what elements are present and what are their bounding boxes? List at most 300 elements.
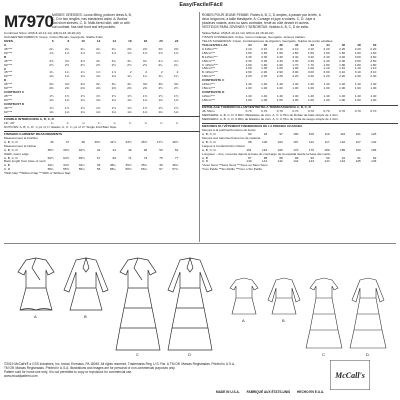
row-label: 60"*** [4, 75, 13, 79]
table-cell: 35 [96, 164, 101, 168]
table-cell: 2⅜ [111, 87, 116, 91]
table-cell: 1⅛ [49, 75, 54, 79]
table-cell: 1.80 [370, 63, 377, 67]
fabrics-es: TELAS SUGERIDAS: Crepé, Combinaciones de Algodón, Georgette, Tejidos de punto estables. [202, 39, 334, 43]
table-cell: 1.00 [307, 67, 314, 71]
nap-note: *With Nap **Without Nap ***With or Without Nap [4, 172, 71, 176]
table-cell: 91 [357, 156, 361, 160]
table-cell: 3¼ [111, 83, 116, 87]
table-cell: 3⅛ [64, 83, 70, 87]
row-label: A, B, C, D [4, 140, 18, 144]
size-heading: 48 [357, 43, 361, 47]
row-label: 45"*** [4, 83, 13, 87]
table-cell: 1⅛ [64, 110, 70, 114]
table-cell: 1¼ [174, 75, 179, 79]
table-cell: 41½ [109, 140, 116, 144]
table-cell: 1⅛ [96, 110, 101, 114]
table-cell: 1⅛ [111, 99, 116, 103]
table-cell: 88 [263, 156, 268, 160]
table-cell: 166 [277, 148, 283, 152]
table-row [4, 64, 200, 68]
entoilage-heading: ENTOILAGE THERMOCOLLANT/ENTRETELA TERMOADHESIVA A, B, C, D [202, 105, 398, 110]
footer-legal [4, 362, 304, 378]
table-cell: 1.40 [339, 95, 346, 99]
table-cell: 1.40 [370, 95, 377, 99]
description-line: and short sleeves, C, D: Multi-tiered skirt, with or with [52, 21, 130, 26]
commercial-use-line: Pattern sold for home use only; it is not permitted to copy or reproduce for commercial use. [4, 370, 133, 374]
view-c-front-drawing [116, 258, 160, 350]
table-cell: 2.90 [276, 71, 283, 75]
table-cell: 2.20 [307, 75, 314, 79]
table-cell: 89 [294, 156, 299, 160]
bust-label: Measurement at bustline [4, 136, 38, 140]
table-cell: 1⅛ [80, 110, 85, 114]
size-heading: 38 [279, 43, 283, 47]
fabrique-aux-etats-unis: FABRIQUÉ AUX ÉTATS-UNIS [246, 390, 291, 394]
table-cell: 1.70 [307, 63, 314, 67]
row-values [38, 99, 178, 103]
sizes-label: SIZES [4, 39, 13, 43]
table-cell: 2.30 [245, 59, 252, 63]
table-cell: 1.50 [292, 51, 299, 55]
table-cell: 2.20 [339, 75, 346, 79]
table-cell: 1.80 [323, 63, 330, 67]
row-label: 150cm*** [202, 75, 215, 79]
size-heading-row [4, 40, 200, 44]
mccalls-logo [330, 360, 370, 390]
back-length-label: Back length from base of neck [4, 160, 46, 164]
table-cell: 1.60 [261, 63, 268, 67]
row-label: C, D [202, 160, 209, 164]
table-cell: 1.40 [276, 83, 283, 87]
row-label: A, B [202, 156, 208, 160]
view-b-rows [202, 56, 398, 64]
table-cell: 1.00 [370, 99, 377, 103]
width-label: Largeur à l'ourlet/Ancho inferior [202, 144, 246, 148]
table-cell: 2½ [96, 63, 101, 67]
table-cell: 2½ [64, 63, 70, 67]
table-cell: 1⅛ [80, 75, 85, 79]
table-cell: 1⅛ [96, 99, 101, 103]
table-cell: 2.10 [276, 47, 283, 51]
view-a-rows [202, 48, 398, 56]
row-values [38, 52, 178, 56]
table-cell: 56 [96, 168, 101, 172]
table-cell: 1.00 [323, 99, 330, 103]
suggested-fabrics: SUGGESTED FABRICS: Crepe, Cotton Blends, Georgette, Stable Knits. [4, 35, 104, 39]
table-cell: 1.50 [307, 51, 314, 55]
row-label: 150cm*** [202, 87, 215, 91]
table-cell: 2⅜ [142, 87, 148, 91]
combined-sizes-fr: Tailles/Tallas: A5(6-8-10-12-14), E5(14-16-18-20-22) [202, 32, 274, 35]
table-cell: 1.80 [354, 63, 361, 67]
table-cell: 1⅛ [96, 75, 101, 79]
table-cell: 3⅝ [49, 59, 54, 63]
table-cell: 2 [176, 71, 179, 75]
size-heading: 36 [263, 43, 268, 47]
table-cell: 121 [355, 132, 361, 136]
description-en [52, 13, 197, 29]
table-cell: 3⅛ [49, 83, 54, 87]
size-heading: 10 [81, 39, 85, 43]
row-label: 150cm*** [202, 51, 215, 55]
table-cell: 1.50 [370, 51, 377, 55]
table-cell: 2½ [142, 63, 148, 67]
view-letter: D [188, 352, 191, 357]
table-cell: 3.40 [292, 55, 299, 59]
table-cell: 2.10 [307, 47, 314, 51]
table-cell: 71 [128, 156, 132, 160]
table-cell: 90 [326, 156, 330, 160]
table-cell: 1⅛ [64, 99, 70, 103]
table-cell: 3⅝ [64, 59, 70, 63]
table-cell: 2.20 [354, 47, 361, 51]
description-line: out contrast, has side front and left pockets. [52, 25, 116, 30]
contrast-c-label: CONTRASTE C [202, 78, 225, 83]
table-cell: 3.10 [354, 71, 361, 75]
view-c-rows [4, 71, 200, 79]
table-cell: 55½ [63, 168, 70, 172]
size-heading: 8 [67, 39, 70, 43]
table-cell: 2.20 [323, 47, 330, 51]
table-cell: 1.00 [245, 99, 252, 103]
view-a-back-drawing [230, 278, 258, 314]
table-cell: 3.30 [245, 55, 252, 59]
contrast-d-label: CONTRAST D [4, 101, 25, 106]
row-values [38, 87, 178, 91]
table-row [4, 111, 200, 115]
table-cell: 1.40 [261, 95, 268, 99]
row-label: 45"*** [4, 47, 13, 51]
table-cell: 3.40 [323, 55, 330, 59]
table-cell: 92 [372, 156, 377, 160]
logo-wordmark: McCall's [335, 371, 365, 380]
yardage-chart-en [4, 32, 200, 176]
table-cell: 0.70 [276, 110, 283, 113]
row-label: 150cm*** [202, 59, 215, 63]
row-values [38, 75, 178, 79]
table-cell: 1.40 [323, 83, 330, 87]
table-cell: 2 [145, 71, 148, 75]
table-cell: ¾ [128, 121, 132, 125]
table-cell: 2 [129, 71, 132, 75]
table-cell: 1.10 [370, 67, 377, 71]
description-line: deux longueurs, à taille élastiquée. A: Corsage et jupe à volants. C, D: Jupe à [202, 17, 316, 22]
size-heading: 18 [143, 39, 148, 43]
table-cell: 1.40 [307, 95, 314, 99]
table-cell: 3.10 [370, 71, 377, 75]
row-label: 60"*** [4, 63, 13, 67]
table-cell: 35½ [125, 164, 132, 168]
table-cell: 2¼ [80, 47, 85, 51]
table-cell: 0.70 [292, 110, 299, 113]
view-letter: C [322, 352, 325, 357]
row-label: 60"*** [4, 87, 13, 91]
table-cell: 37 [65, 140, 70, 144]
table-cell: 2⅜ [96, 87, 101, 91]
description-line: plusieurs volants, avec ou sans contraste, fente au côté devant et ourlets. [202, 21, 310, 26]
table-cell: 2⅜ [49, 87, 54, 91]
table-cell: 3⅜ [158, 83, 163, 87]
row-label: 45"*** [4, 106, 13, 110]
table-cell: 1⅛ [111, 75, 116, 79]
table-row [4, 99, 200, 103]
table-cell: 1½ [64, 95, 70, 99]
table-cell: 1½ [158, 95, 163, 99]
table-cell: 2.20 [292, 75, 299, 79]
table-cell: 100 [293, 132, 299, 136]
table-cell: 1⅛ [64, 75, 70, 79]
contrast-d-rows [4, 107, 200, 115]
table-cell: 34¼ [47, 164, 54, 168]
table-cell: 98 [248, 140, 252, 144]
table-cell: 1⅝ [80, 51, 85, 55]
table-cell: 34½ [63, 164, 70, 168]
table-cell: 3.40 [307, 55, 314, 59]
table-cell: 3¾ [127, 59, 132, 63]
table-cell: 1⅛ [158, 110, 163, 114]
table-cell: 39½ [94, 140, 101, 144]
table-cell: 2⅜ [80, 87, 85, 91]
table-cell: 1¾ [64, 71, 70, 75]
table-cell: 2¾ [174, 63, 179, 67]
table-cell: 87 [248, 156, 252, 160]
table-cell: 2¾ [158, 63, 163, 67]
size-heading: 50 [372, 43, 377, 47]
table-cell: 3¾ [142, 59, 148, 63]
description-line: ROBES POUR JEUNE FEMME: Robes A, B, C, D amples, à passer par la tête, à [202, 13, 321, 17]
table-cell: 1.00 [307, 99, 314, 103]
view-d-rows [202, 71, 398, 79]
table-cell: 1½ [174, 106, 179, 110]
table-cell: 1½ [142, 106, 148, 110]
table-cell: 1.00 [292, 87, 299, 91]
table-cell: 44 [112, 148, 116, 152]
table-cell: 34¾ [78, 164, 85, 168]
table-cell: 1.10 [323, 67, 330, 71]
table-row [202, 87, 398, 91]
table-cell: 36 [50, 140, 54, 144]
view-a-front-drawing [18, 258, 54, 310]
table-cell: ¾ [82, 121, 85, 125]
table-cell: 2.30 [354, 75, 361, 79]
table-cell: 92 [248, 132, 252, 136]
table-cell: 3.30 [261, 55, 268, 59]
notions: NOTIONS: A, B, C, D: ⅞ yd. of ¾" Elastic. A, C: ¾ yd. of ⅛" Single Fold Bias Tape. [4, 125, 118, 129]
row-label: 45"*** [4, 71, 13, 75]
table-cell: 1.00 [245, 67, 252, 71]
table-cell: ¾ [160, 121, 163, 125]
table-cell: 143 [308, 160, 314, 164]
table-cell: 88 [279, 156, 283, 160]
table-cell: 57 [159, 168, 163, 172]
table-cell: 1¾ [49, 71, 54, 75]
table-cell: 2⅜ [174, 47, 179, 51]
contrast-d-label: CONTRASTE D [202, 90, 225, 95]
table-cell: 3¾ [111, 59, 116, 63]
table-cell: 90 [310, 156, 314, 160]
table-cell: 132 [371, 140, 377, 144]
table-cell: 2½ [111, 63, 116, 67]
table-cell: 140 [246, 160, 252, 164]
row-label: A, B, C, D [4, 148, 18, 152]
table-cell: 2¼ [111, 47, 116, 51]
length-label: Longueur – dos, mesurée depuis la base du cou/Largo de la espalda desde la base del cuello [202, 152, 331, 156]
table-cell: 1.00 [276, 87, 283, 91]
table-cell: 47½ [156, 140, 163, 144]
table-cell: 2⅜ [127, 47, 132, 51]
size-heading: 14 [112, 39, 116, 43]
table-cell: 2.10 [261, 47, 268, 51]
table-cell: 3.00 [307, 71, 314, 75]
table-cell: 1.40 [292, 95, 299, 99]
table-cell: 42 [96, 148, 101, 152]
sizes-label: TAILLES/TALLAS [202, 43, 228, 47]
table-cell: 3.10 [339, 71, 346, 75]
table-cell: 3.00 [323, 71, 330, 75]
table-cell: 0.70 [354, 110, 361, 113]
table-cell: 3.40 [339, 55, 346, 59]
table-cell: 3⅞ [158, 59, 163, 63]
table-cell: 1.50 [354, 51, 361, 55]
table-cell: 1.00 [307, 87, 314, 91]
table-cell: 1.00 [339, 99, 346, 103]
row-label: 60"*** [4, 99, 13, 103]
table-cell: 1⅛ [142, 110, 148, 114]
table-cell: 55¾ [78, 168, 85, 172]
back-views [230, 278, 386, 348]
table-cell: 1.40 [323, 95, 330, 99]
view-d-rows [4, 83, 200, 91]
table-cell: 1¼ [142, 75, 148, 79]
table-cell: 141 [262, 160, 268, 164]
table-cell: 1.50 [261, 51, 268, 55]
table-cell: ¾ [175, 121, 179, 125]
table-cell: 145 [355, 160, 361, 164]
row-values [38, 111, 178, 115]
table-cell: 116 [340, 132, 346, 136]
combined-sizes: Combined Sizes: A5(6-8-10-12-14), E5(14-16-18-20-22) [4, 32, 81, 35]
row-label: 60"*** [4, 51, 13, 55]
row-label: A, B, C, D [202, 148, 216, 152]
table-cell: 65½ [78, 156, 85, 160]
table-cell: 64½ [63, 156, 70, 160]
table-cell: 1½ [111, 95, 116, 99]
table-cell: 1.00 [276, 67, 283, 71]
table-cell: 1½ [174, 95, 179, 99]
table-cell: 2⅜ [158, 47, 163, 51]
table-cell: 3⅜ [174, 83, 179, 87]
table-cell: 127 [355, 140, 361, 144]
table-cell: 1⅛ [49, 110, 54, 114]
table-cell: 2⅜ [64, 87, 70, 91]
size-heading: 44 [326, 43, 330, 47]
table-cell: 38½ [47, 148, 54, 152]
table-cell: ¾ [97, 121, 101, 125]
row-label: 60"*** [4, 110, 13, 114]
hip-label: Measurement at hipline [4, 144, 37, 148]
view-d-label: D [4, 78, 7, 83]
table-cell: 2⅜ [127, 87, 132, 91]
table-cell: 1⅝ [64, 51, 70, 55]
contrast-d-rows [202, 95, 398, 103]
table-cell: 1.40 [339, 83, 346, 87]
yardage-chart-fr-es [202, 32, 398, 172]
table-cell: 1.50 [339, 51, 346, 55]
table-cell: 2.10 [245, 47, 252, 51]
table-cell: 43½ [125, 140, 132, 144]
table-cell: 1⅛ [127, 110, 132, 114]
table-cell: 97 [279, 132, 283, 136]
table-cell: 110 [324, 132, 330, 136]
website-link[interactable]: www.mccallpattern.com [4, 374, 38, 378]
row-label: A, B, C, D [202, 132, 216, 136]
table-cell: 46 [128, 148, 132, 152]
table-cell: 2.30 [323, 59, 330, 63]
table-cell: 1⅝ [158, 51, 163, 55]
table-row [4, 52, 200, 56]
table-cell: 49½ [172, 140, 179, 144]
table-cell: 2.10 [292, 47, 299, 51]
table-cell: 2¼ [49, 47, 54, 51]
table-cell: 1⅛ [49, 99, 54, 103]
table-cell: 1½ [127, 95, 132, 99]
table-cell: 1¼ [158, 75, 163, 79]
size-headings [38, 40, 178, 44]
table-cell: ¾ [51, 121, 54, 125]
table-cell: 2½ [49, 63, 54, 67]
view-letter: D [366, 352, 369, 357]
table-cell: 1½ [49, 106, 54, 110]
table-cell: 1.40 [354, 83, 361, 87]
table-row [4, 149, 200, 153]
table-cell: 122 [339, 140, 346, 144]
view-letter: B [84, 314, 87, 319]
made-in-usa: MADE IN U.S.A. [216, 390, 240, 394]
table-cell: 170 [293, 148, 299, 152]
description-line: C, D in two lengths, has elasticized waist. A: Bodice [52, 17, 128, 22]
table-cell: 91 [341, 156, 346, 160]
table-cell: 3⅛ [80, 83, 85, 87]
row-label: A, B [4, 164, 10, 168]
table-cell: 1.00 [354, 99, 361, 103]
table-cell: 2¼ [64, 47, 70, 51]
table-cell: 2.90 [261, 71, 268, 75]
table-cell: 2.20 [261, 75, 268, 79]
table-cell: 1⅛ [174, 110, 179, 114]
table-cell: 112 [309, 140, 314, 144]
row-values [38, 157, 178, 161]
table-cell: 161 [246, 148, 252, 152]
view-b-rows [4, 60, 200, 68]
view-letter: B [282, 318, 285, 323]
row-values [236, 87, 376, 91]
table-cell: 1½ [158, 106, 163, 110]
table-cell: 3¾ [96, 59, 101, 63]
row-label: C 115cm*** [202, 63, 218, 67]
hip-label: Mesure aux hanches/Contorno de caderas [202, 136, 261, 140]
table-cell: 39½ [63, 148, 70, 152]
table-cell: 2½ [127, 63, 132, 67]
table-cell: 1.40 [261, 83, 268, 87]
table-cell: 1.00 [339, 87, 346, 91]
table-cell: 56½ [125, 168, 132, 172]
width-label: Width, lower edge [4, 152, 29, 156]
table-cell: 1½ [64, 106, 70, 110]
view-d-back-drawing [350, 278, 386, 348]
row-label: 45"*** [4, 59, 13, 63]
size-heading: 40 [294, 43, 299, 47]
